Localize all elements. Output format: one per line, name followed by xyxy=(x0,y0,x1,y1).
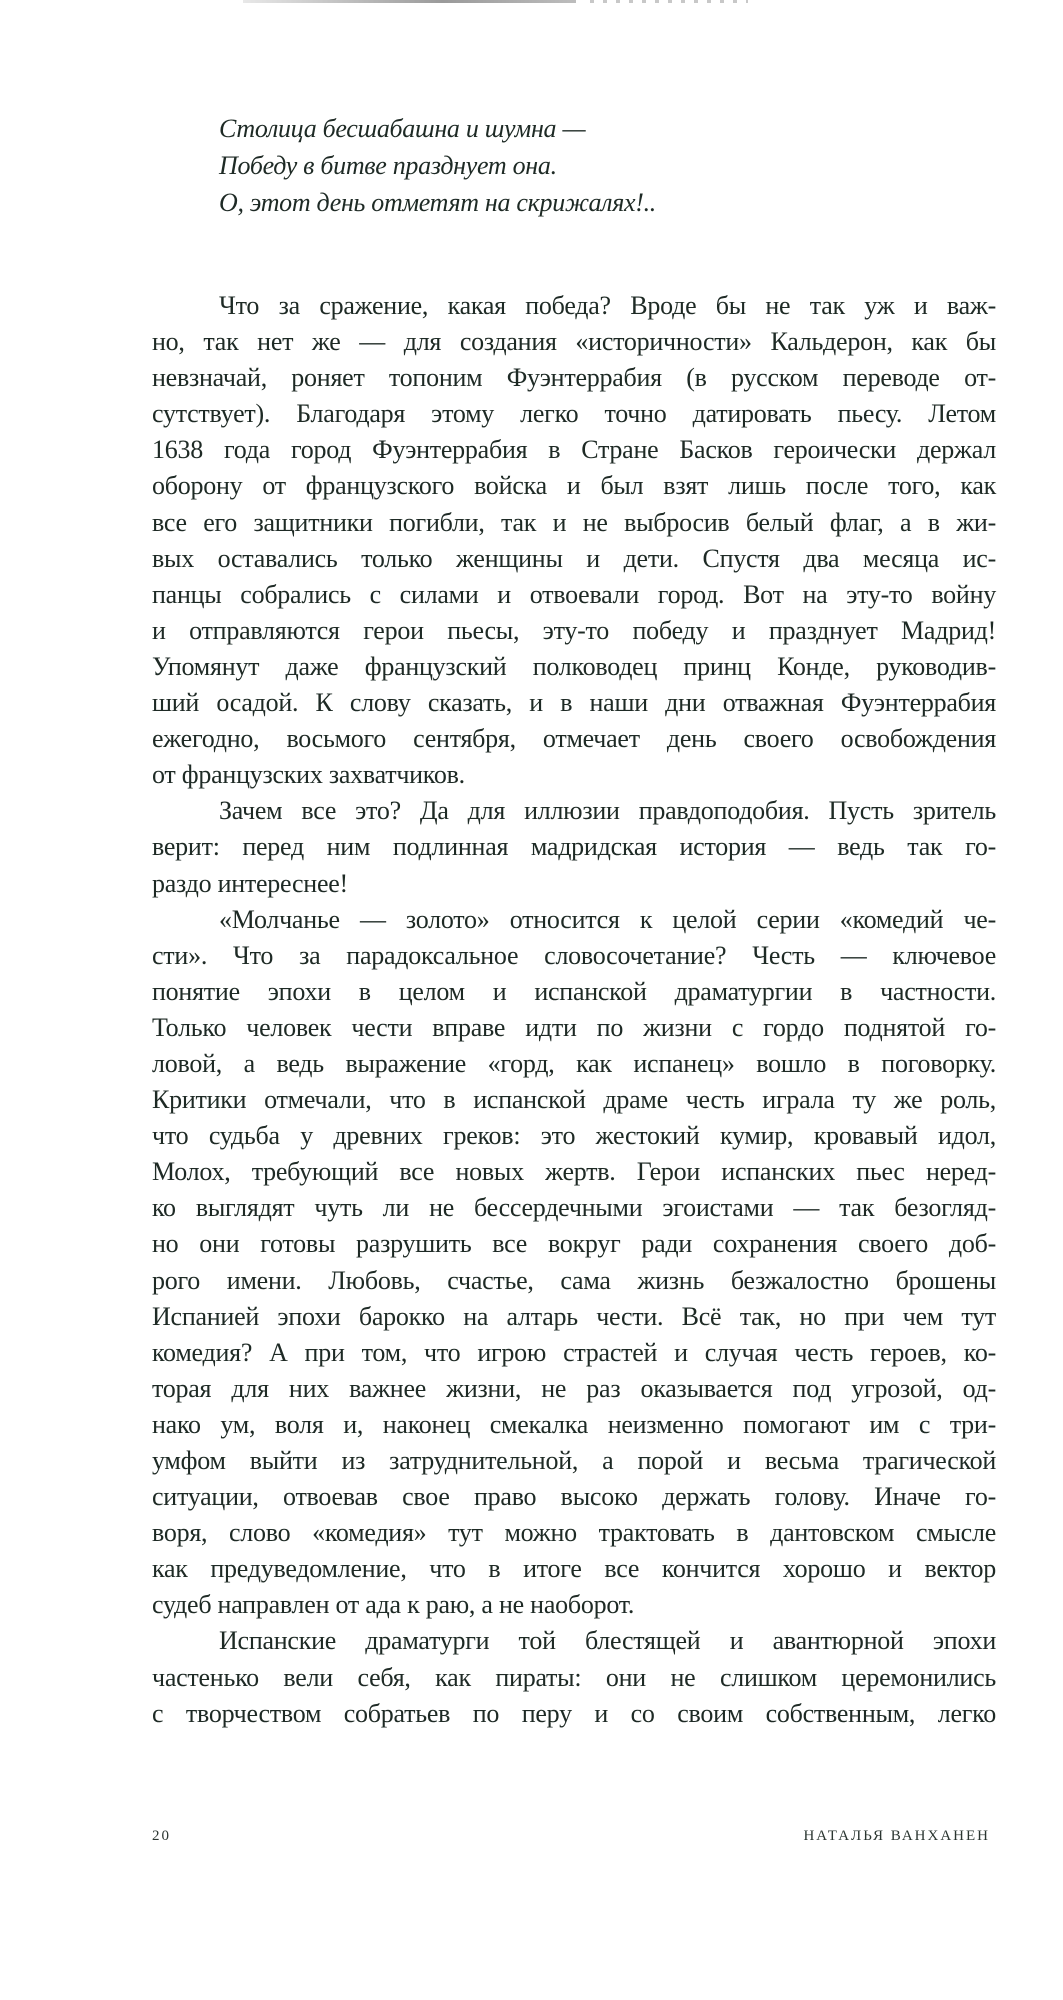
text-line: 1638 года город Фуэнтеррабия в Стране Басков героически держал xyxy=(152,435,996,465)
top-edge-rule xyxy=(243,0,576,3)
text-line: но, так нет же — для создания «историчности» Кальдерон, как бы xyxy=(152,327,996,357)
poem-line: Победу в битве празднует она. xyxy=(219,151,557,180)
text-line: сутствует). Благодаря этому легко точно датировать пьесу. Летом xyxy=(152,399,996,429)
paragraph xyxy=(152,793,996,901)
top-edge-dots xyxy=(590,0,748,3)
page-footer xyxy=(152,1828,990,1845)
text-line: все его защитники погибли, так и не выбросив белый флаг, а в жи- xyxy=(152,507,996,537)
text-line: понятие эпохи в целом и испанской драматургии в частности. xyxy=(152,976,996,1006)
text-line: оборону от французского войска и был взят лишь после того, как xyxy=(152,471,996,501)
page-number: 20 xyxy=(152,1828,171,1844)
text-line: невзначай, роняет топоним Фуэнтеррабия (в русском переводе от- xyxy=(152,363,996,393)
text-line: от французских захватчиков. xyxy=(152,760,465,790)
text-line: ситуации, отвоевав свое право высоко держать голову. Иначе го- xyxy=(152,1482,996,1512)
body-text xyxy=(152,288,996,1732)
text-line: умфом выйти из затруднительной, а порой и весьма трагической xyxy=(152,1446,996,1475)
text-line: верит: перед ним подлинная мадридская история — ведь так го- xyxy=(152,832,996,862)
text-line: раздо интереснее! xyxy=(152,868,348,898)
text-line: ловой, а ведь выражение «горд, как испанец» вошло в поговорку. xyxy=(152,1048,996,1078)
text-line: «Молчанье — золото» относится к целой серии «комедий че- xyxy=(219,904,996,934)
poem-line: О, этот день отметят на скрижалях!.. xyxy=(219,188,656,217)
text-line: Упомянут даже французский полководец принц Конде, руководив- xyxy=(152,651,996,681)
text-line: комедия? А при том, что игрою страстей и случая честь героев, ко- xyxy=(152,1337,996,1367)
text-line: с творчеством собратьев по перу и со своим собственным, легко xyxy=(152,1698,996,1728)
text-line: торая для них важнее жизни, не раз оказывается под угрозой, од- xyxy=(152,1373,996,1403)
text-line: Критики отмечали, что в испанской драме честь играла ту же роль, xyxy=(152,1085,996,1115)
poem-line: Столица бесшабашна и шумна — xyxy=(219,114,586,143)
text-line: что судьба у древних греков: это жестокий кумир, кровавый идол, xyxy=(152,1121,996,1151)
text-line: судеб направлен от ада к раю, а не наоборот. xyxy=(152,1590,635,1620)
text-line: но они готовы разрушить все вокруг ради сохранения своего доб- xyxy=(152,1229,996,1259)
text-line: как предуведомление, что в итоге все кончится хорошо и вектор xyxy=(152,1554,996,1584)
running-head: НАТАЛЬЯ ВАНХАНЕН xyxy=(803,1828,990,1844)
text-line: сти». Что за парадоксальное словосочетание? Честь — ключевое xyxy=(152,940,996,970)
paragraph xyxy=(152,902,996,1624)
text-line: панцы собрались с силами и отвоевали город. Вот на эту-то войну xyxy=(152,579,996,609)
text-line: Испанские драматурги той блестящей и авантюрной эпохи xyxy=(219,1626,996,1656)
paragraph xyxy=(152,1623,996,1731)
epigraph-poem xyxy=(219,110,656,221)
text-line: Молох, требующий все новых жертв. Герои испанских пьес неред- xyxy=(152,1157,996,1187)
text-line: Только человек чести вправе идти по жизни с гордо поднятой го- xyxy=(152,1012,996,1042)
text-line: и отправляются герои пьесы, эту-то победу и празднует Мадрид! xyxy=(152,615,996,645)
text-line: частенько вели себя, как пираты: они не слишком церемонились xyxy=(152,1662,996,1692)
paragraph xyxy=(152,288,996,793)
text-line: Испанией эпохи барокко на алтарь чести. Всё так, но при чем тут xyxy=(152,1301,996,1331)
text-line: вых оставались только женщины и дети. Спустя два месяца ис- xyxy=(152,543,996,573)
text-line: нако ум, воля и, наконец смекалка неизменно помогают им с три- xyxy=(152,1409,996,1439)
text-line: воря, слово «комедия» тут можно трактовать в дантовском смысле xyxy=(152,1518,996,1548)
text-line: Зачем все это? Да для иллюзии правдоподобия. Пусть зритель xyxy=(219,796,996,826)
text-line: ежегодно, восьмого сентября, отмечает день своего освобождения xyxy=(152,724,996,754)
text-line: Что за сражение, какая победа? Вроде бы не так уж и важ- xyxy=(219,291,996,320)
text-line: ший осадой. К слову сказать, и в наши дни отважная Фуэнтеррабия xyxy=(152,688,996,718)
text-line: ко выглядят чуть ли не бессердечными эгоистами — так безогляд- xyxy=(152,1193,996,1223)
text-line: рого имени. Любовь, счастье, сама жизнь безжалостно брошены xyxy=(152,1265,996,1295)
